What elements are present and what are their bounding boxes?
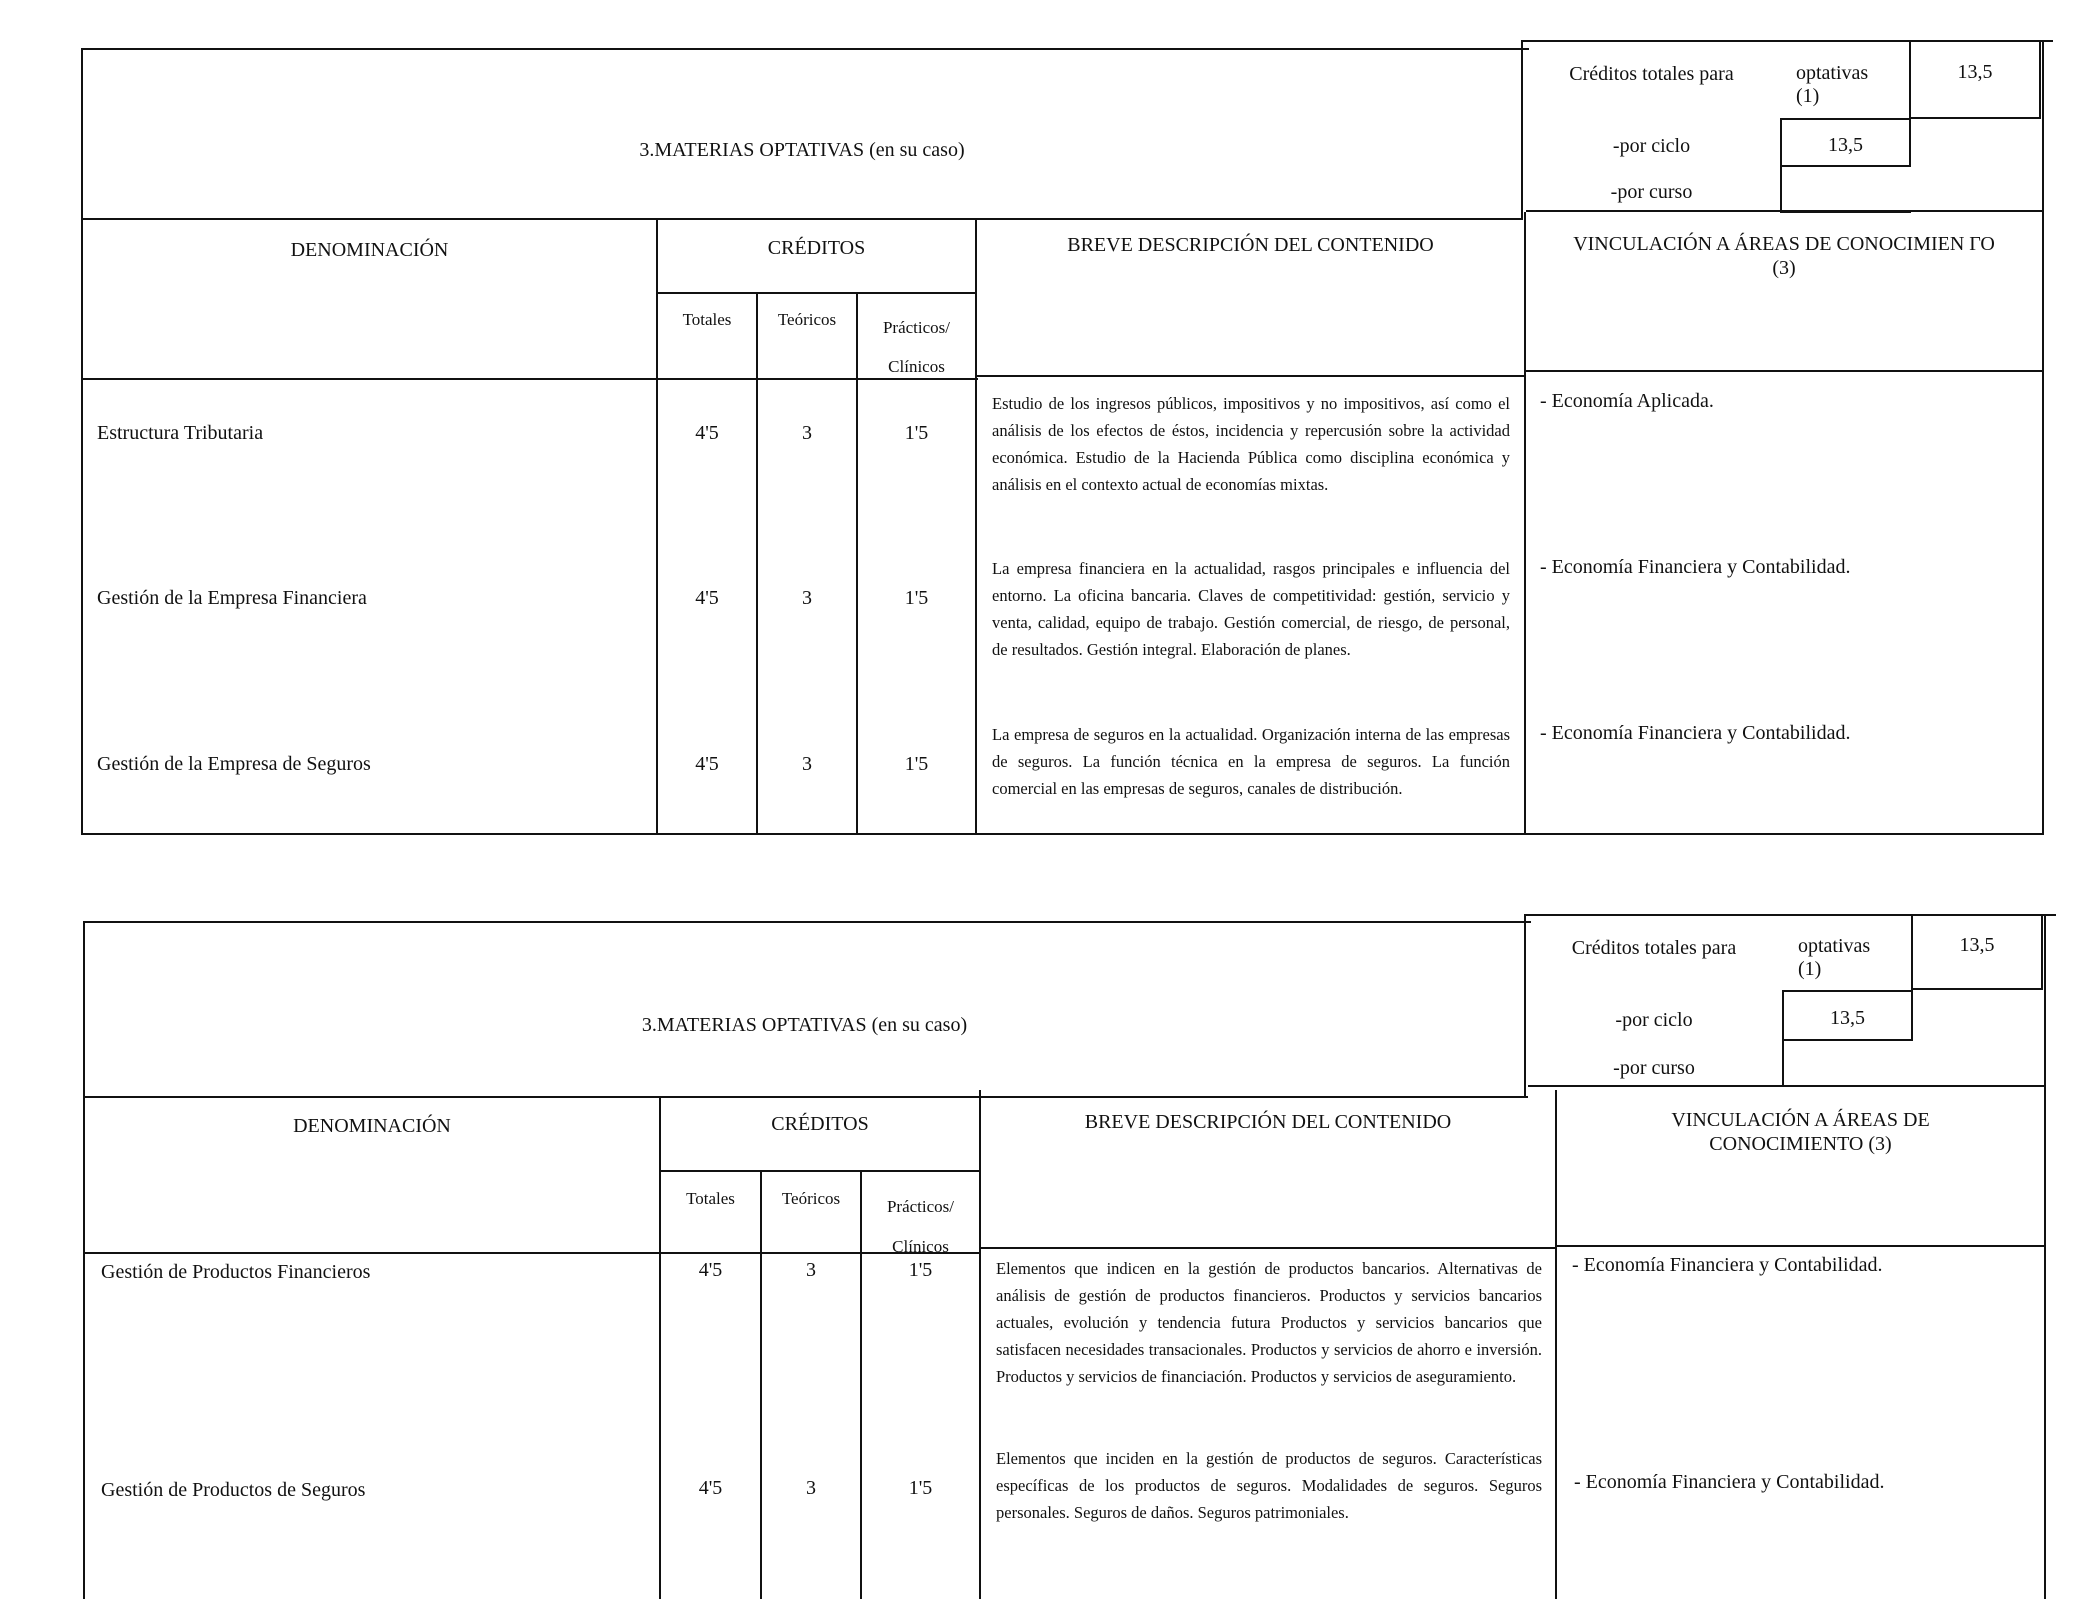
header-totales: Totales	[686, 1189, 735, 1208]
row-totales: 4'5	[695, 422, 719, 444]
row-description: La empresa financiera en la actualidad, rasgos principales e influencia del entorno. La oficina bancaria. Claves de competitividad: gestión, servicio y venta, calidad, equipo de trabajo. Gestión comercial, de riesgo, de personal, de resultados. Gestión integral. Elaboración de planes.	[992, 559, 1510, 659]
credits-total-label: Créditos totales para	[1569, 63, 1734, 85]
row-practicos: 1'5	[904, 422, 929, 444]
credits-por-ciclo-value: 13,5	[1828, 134, 1863, 156]
credits-por-ciclo-label: -por ciclo	[1612, 135, 1691, 157]
row-denominacion: Gestión de la Empresa de Seguros	[97, 753, 371, 775]
row-totales: 4'5	[695, 587, 719, 609]
credits-total-value: 13,5	[1957, 61, 1993, 83]
row-description: Estudio de los ingresos públicos, impositivos y no impositivos, así como el análisis de los efectos de éstos, incidencia y repercusión sobre la actividad económica. Estudio de la Hacienda Pública como disciplina económica y análisis en el contexto actual de economías mixtas.	[992, 394, 1510, 494]
row-teoricos: 3	[802, 753, 812, 775]
credits-total-label: Créditos totales para	[1571, 937, 1737, 959]
header-creditos: CRÉDITOS	[767, 237, 866, 259]
section-title: 3.MATERIAS OPTATIVAS (en su caso)	[641, 1014, 968, 1036]
row-area: - Economía Aplicada.	[1540, 390, 1714, 412]
row-teoricos: 3	[802, 422, 812, 444]
credits-por-curso-label: -por curso	[1613, 1057, 1695, 1079]
credits-optativas-label: optativas (1)	[1796, 62, 1869, 107]
header-descripcion: BREVE DESCRIPCIÓN DEL CONTENIDO	[1084, 1111, 1452, 1133]
row-denominacion: Estructura Tributaria	[97, 422, 264, 444]
row-area: - Economía Financiera y Contabilidad.	[1540, 722, 1851, 744]
header-descripcion: BREVE DESCRIPCIÓN DEL CONTENIDO	[1067, 234, 1434, 256]
header-practicos: Prácticos/ Clínicos	[882, 318, 951, 376]
credits-por-ciclo-label: -por ciclo	[1615, 1009, 1693, 1031]
row-denominacion: Gestión de Productos Financieros	[101, 1261, 371, 1283]
header-teoricos: Teóricos	[777, 310, 837, 329]
header-denominacion: DENOMINACIÓN	[293, 1115, 451, 1137]
row-totales: 4'5	[695, 753, 719, 775]
row-totales: 4'5	[698, 1477, 723, 1499]
row-practicos: 1'5	[904, 753, 929, 775]
row-description: Elementos que indicen en la gestión de productos bancarios. Alternativas de análisis de gestión de productos financieros. Productos y servicios bancarios actuales, evolución y tendencia futura Productos y servicios bancarios que satisfacen necesidades transacionales. Productos y servicios de ahorro e inversión. Productos y servicios de financiación. Productos y servicios de aseguramiento.	[996, 1259, 1542, 1386]
header-creditos: CRÉDITOS	[771, 1113, 869, 1135]
header-vinculacion: VINCULACIÓN A ÁREAS DE CONOCIMIENTO (3)	[1671, 1109, 1930, 1155]
row-teoricos: 3	[802, 587, 812, 609]
header-practicos: Prácticos/ Clínicos	[886, 1197, 955, 1256]
row-practicos: 1'5	[908, 1477, 933, 1499]
row-practicos: 1'5	[908, 1259, 933, 1281]
section-title: 3.MATERIAS OPTATIVAS (en su caso)	[639, 139, 965, 161]
row-area: - Economía Financiera y Contabilidad.	[1574, 1471, 1885, 1493]
row-totales: 4'5	[698, 1259, 723, 1281]
row-description: Elementos que inciden en la gestión de productos de seguros. Características específicas de los productos de seguros. Modalidades de seguros. Seguros personales. Seguros de daños. Seguros patrimoniales.	[996, 1449, 1542, 1522]
row-practicos: 1'5	[904, 587, 929, 609]
header-totales: Totales	[682, 310, 732, 329]
header-denominacion: DENOMINACIÓN	[290, 239, 449, 261]
row-area: - Economía Financiera y Contabilidad.	[1572, 1254, 1883, 1276]
credits-por-curso-label: -por curso	[1610, 181, 1693, 203]
credits-optativas-label: optativas (1)	[1798, 935, 1871, 980]
row-teoricos: 3	[806, 1477, 816, 1499]
credits-total-value: 13,5	[1959, 934, 1995, 956]
row-area: - Economía Financiera y Contabilidad.	[1540, 556, 1851, 578]
credits-por-ciclo-value: 13,5	[1830, 1007, 1865, 1029]
row-denominacion: Gestión de la Empresa Financiera	[97, 587, 367, 609]
row-denominacion: Gestión de Productos de Seguros	[101, 1479, 366, 1501]
header-teoricos: Teóricos	[781, 1189, 841, 1208]
row-teoricos: 3	[806, 1259, 816, 1281]
row-description: La empresa de seguros en la actualidad. Organización interna de las empresas de seguros. La función técnica en la empresa de seguros. La función comercial en las empresas de seguros, canales de distribución.	[992, 725, 1510, 798]
header-vinculacion: VINCULACIÓN A ÁREAS DE CONOCIMIEN ГО (3)	[1573, 233, 1995, 279]
